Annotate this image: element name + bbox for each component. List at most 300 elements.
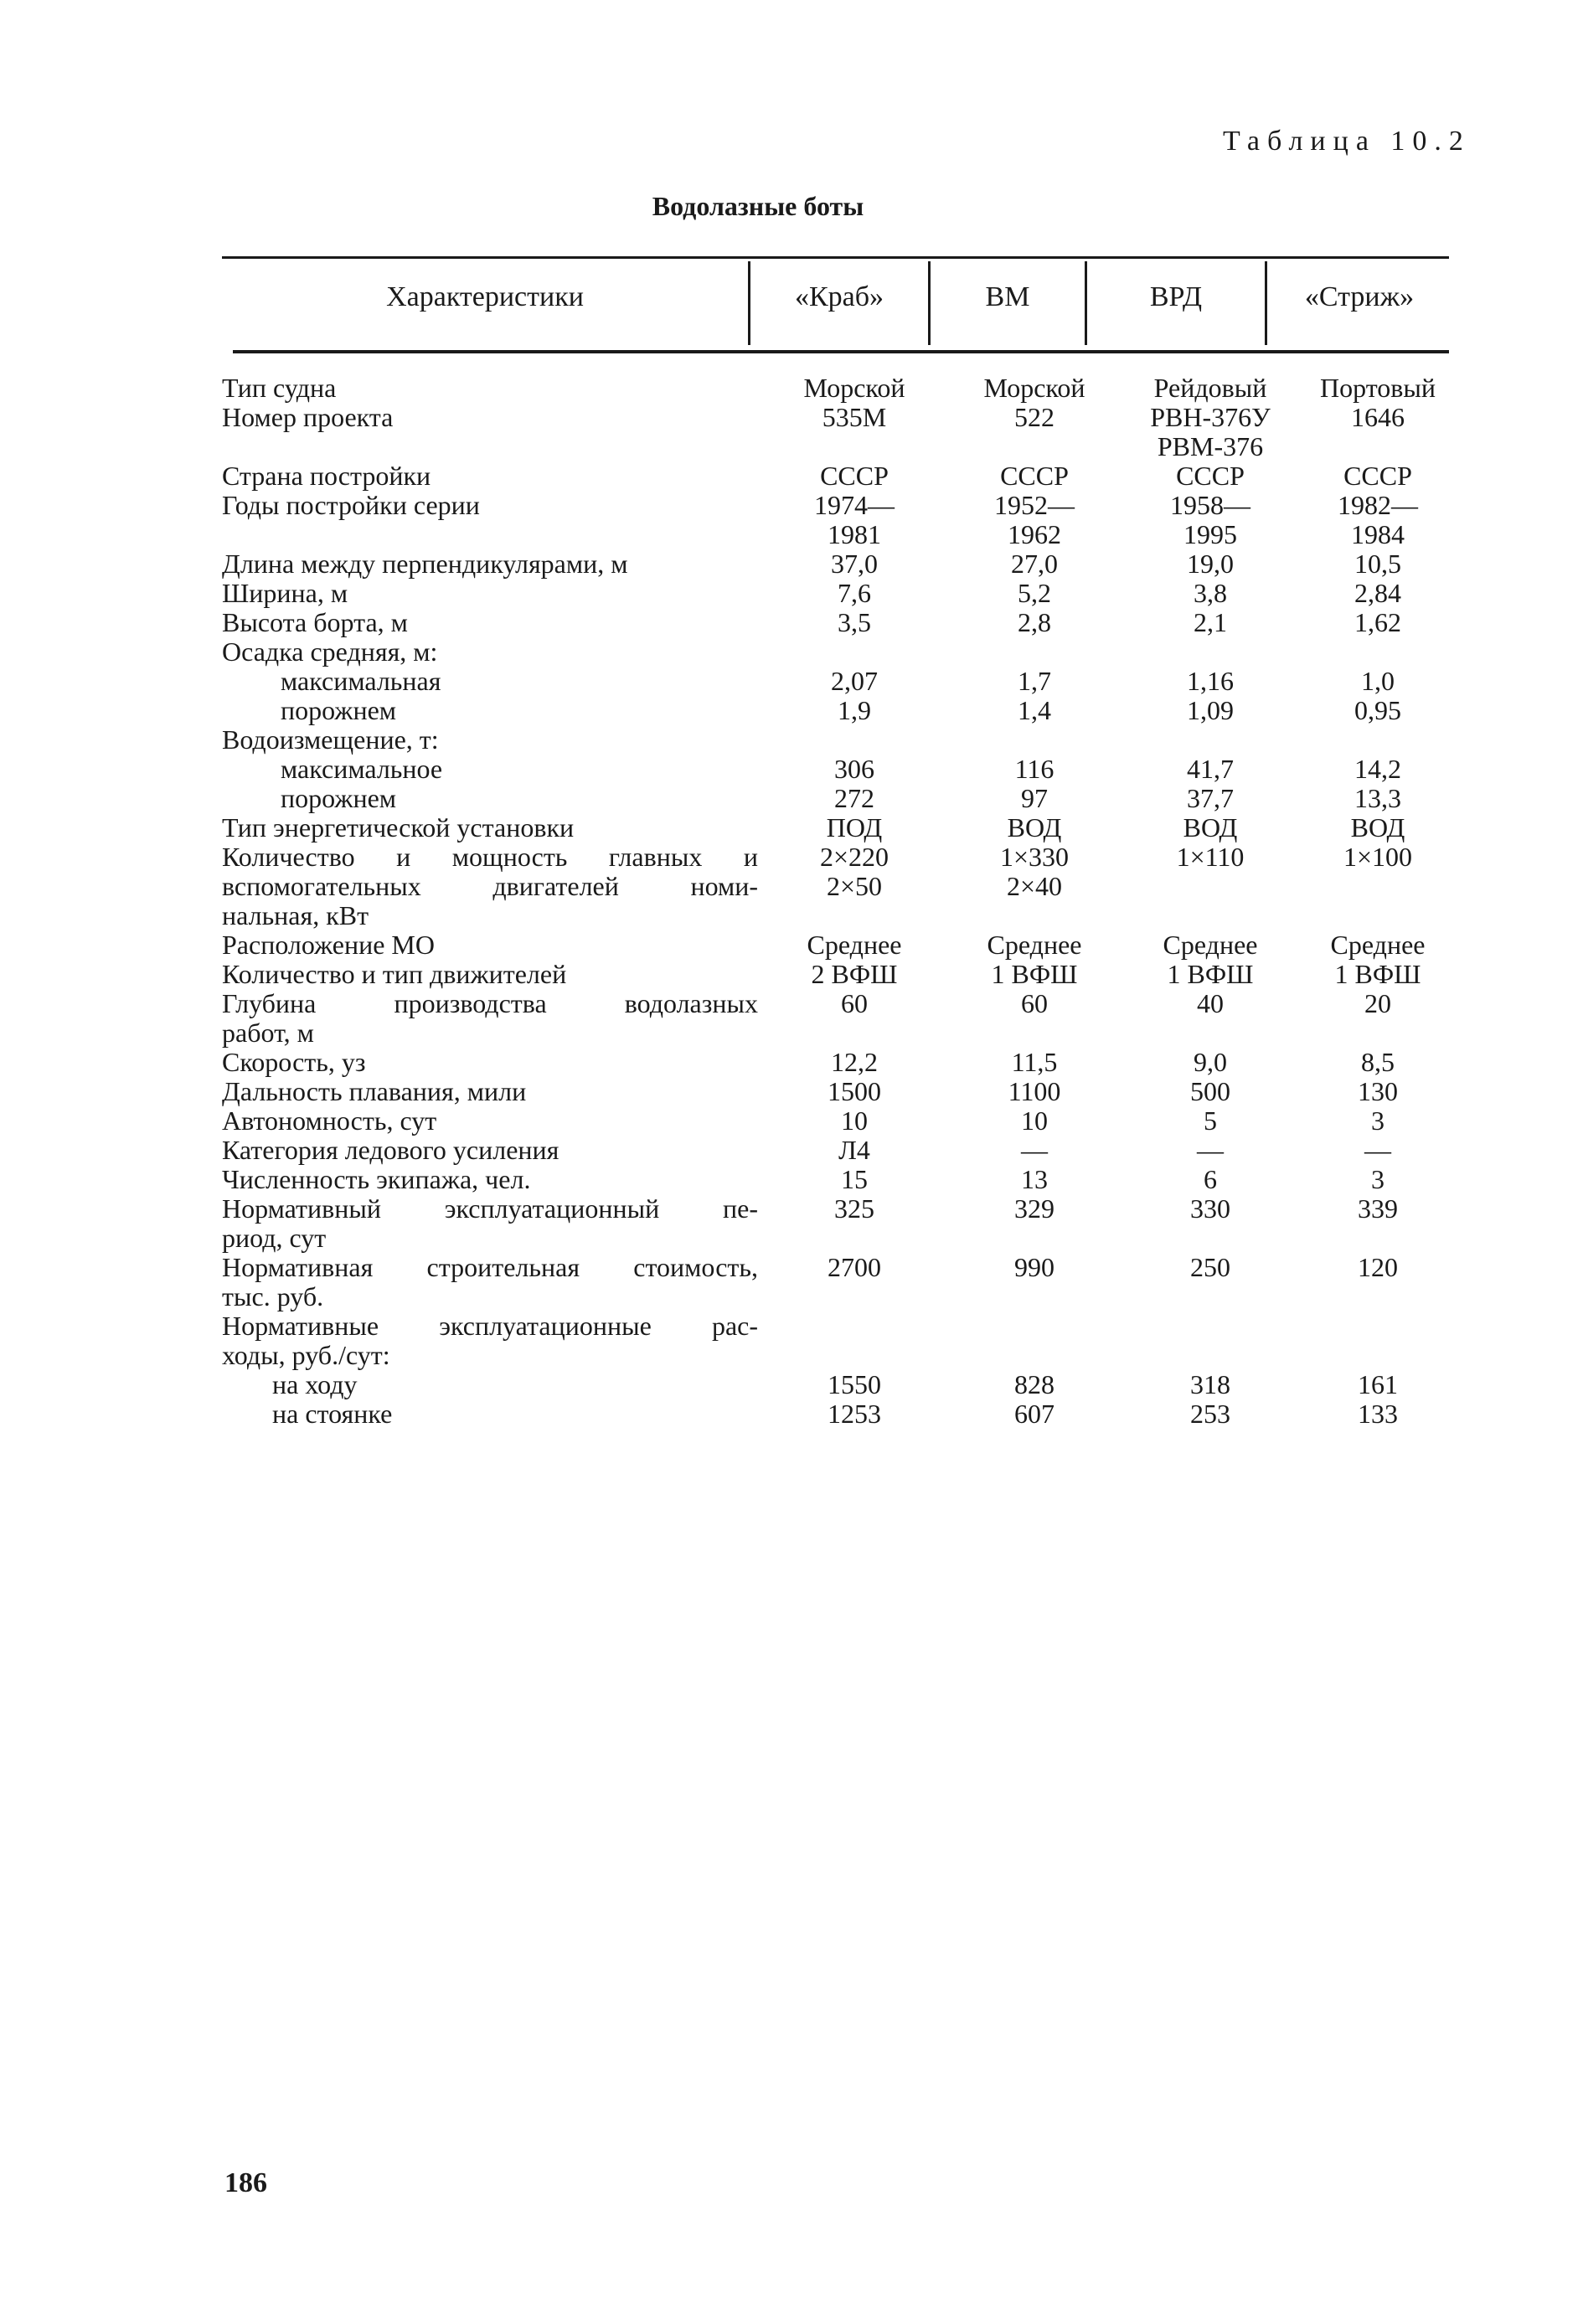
cell-value: 41,7 (1187, 754, 1234, 784)
cell-value: 1982— (1338, 490, 1418, 520)
cell-vm (951, 1136, 1118, 1165)
cell-strizh (1302, 491, 1453, 549)
cell-value: 2×220 (819, 842, 889, 872)
cell-value: 37,0 (831, 549, 878, 579)
cell-value: 990 (1014, 1252, 1054, 1282)
cell-value: 3 (1371, 1105, 1384, 1136)
cell-vm (951, 1370, 1118, 1399)
cell-strizh (1302, 667, 1453, 696)
cell-value: РВН-376У (1150, 402, 1271, 432)
cell-krab (758, 549, 951, 579)
cell-value: 133 (1358, 1399, 1398, 1429)
cell-vm (951, 579, 1118, 608)
row-label-line: Высота борта, м (222, 607, 408, 637)
cell-value: 1,0 (1361, 666, 1395, 696)
table-row (222, 491, 1457, 549)
row-label-line: ходы, руб./сут: (222, 1340, 390, 1370)
cell-value: 2700 (828, 1252, 881, 1282)
cell-strizh (1302, 989, 1453, 1018)
cell-vrd (1118, 1077, 1302, 1106)
cell-value: 120 (1358, 1252, 1398, 1282)
cell-value: 1995 (1183, 519, 1237, 549)
cell-vm (951, 784, 1118, 813)
cell-value: 1,7 (1018, 666, 1051, 696)
row-label-line: Глубина производства водолазных (222, 988, 758, 1018)
cell-vrd (1118, 813, 1302, 843)
row-label (222, 549, 758, 579)
header-vrd: ВРД (1149, 281, 1203, 312)
cell-value: 522 (1014, 402, 1054, 432)
cell-strizh (1302, 608, 1453, 637)
cell-value: 13 (1021, 1164, 1048, 1194)
cell-krab (758, 403, 951, 432)
cell-value: 161 (1358, 1369, 1398, 1399)
cell-vrd (1118, 374, 1302, 403)
cell-krab (758, 491, 951, 549)
cell-vrd (1118, 549, 1302, 579)
row-label-line: максимальная (281, 666, 441, 696)
table-row (222, 667, 1457, 696)
cell-value: 60 (841, 988, 868, 1018)
row-label-line: Расположение МО (222, 930, 435, 960)
cell-krab (758, 1106, 951, 1136)
row-label (222, 608, 758, 637)
cell-value: 37,7 (1187, 783, 1234, 813)
cell-krab (758, 579, 951, 608)
table-number: Таблица 10.2 (1223, 126, 1471, 157)
cell-value: 27,0 (1011, 549, 1058, 579)
cell-value: Среднее (807, 930, 902, 960)
cell-krab (758, 784, 951, 813)
cell-vrd (1118, 930, 1302, 960)
cell-vrd (1118, 667, 1302, 696)
cell-vrd (1118, 1399, 1302, 1429)
cell-value: СССР (1343, 461, 1412, 491)
cell-value: 330 (1190, 1193, 1230, 1224)
cell-krab (758, 1165, 951, 1194)
cell-value: 0,95 (1354, 695, 1401, 725)
cell-vm (951, 989, 1118, 1018)
cell-value: 1,16 (1187, 666, 1234, 696)
cell-krab (758, 667, 951, 696)
cell-krab (758, 374, 951, 403)
cell-value: 1646 (1351, 402, 1405, 432)
row-label (222, 725, 758, 755)
cell-value: 339 (1358, 1193, 1398, 1224)
cell-vm (951, 667, 1118, 696)
cell-vrd (1118, 1370, 1302, 1399)
cell-value: 1,62 (1354, 607, 1401, 637)
cell-vm (951, 461, 1118, 491)
cell-value: Рейдовый (1153, 373, 1267, 403)
row-label (222, 374, 758, 403)
cell-value: 6 (1204, 1164, 1217, 1194)
header-vm: ВМ (985, 281, 1030, 312)
cell-vrd (1118, 461, 1302, 491)
cell-vm (951, 696, 1118, 725)
cell-vrd (1118, 755, 1302, 784)
cell-value: — (1364, 1135, 1391, 1165)
cell-vm (951, 608, 1118, 637)
cell-strizh (1302, 461, 1453, 491)
cell-krab (758, 1399, 951, 1429)
cell-vm (951, 549, 1118, 579)
cell-strizh (1302, 960, 1453, 989)
cell-vrd (1118, 491, 1302, 549)
cell-krab (758, 960, 951, 989)
header-strizh: «Стриж» (1304, 281, 1415, 312)
cell-value: 1 ВФШ (1167, 959, 1254, 989)
cell-value: Л4 (838, 1135, 870, 1165)
row-label-line: Категория ледового усиления (222, 1135, 559, 1165)
table-row (222, 549, 1457, 579)
cell-vm (951, 843, 1118, 901)
cell-value: СССР (820, 461, 889, 491)
table-row (222, 813, 1457, 843)
row-label (222, 1311, 758, 1370)
header-top-rule (222, 256, 1449, 259)
cell-value: 500 (1190, 1076, 1230, 1106)
cell-value: 2 ВФШ (811, 959, 898, 989)
cell-value: 1100 (1008, 1076, 1061, 1106)
row-label-line: Тип энергетической установки (222, 812, 575, 843)
cell-krab (758, 1253, 951, 1282)
cell-value: 1,4 (1018, 695, 1051, 725)
page-number: 186 (224, 2167, 267, 2198)
row-label (222, 696, 758, 725)
cell-value: 1981 (828, 519, 881, 549)
table-row (222, 784, 1457, 813)
cell-value: 1974— (814, 490, 895, 520)
row-label (222, 403, 758, 432)
cell-vrd (1118, 608, 1302, 637)
table-row (222, 843, 1457, 930)
cell-value: 97 (1021, 783, 1048, 813)
row-label-line: вспомогательных двигателей номи- (222, 871, 758, 901)
cell-strizh (1302, 1194, 1453, 1224)
cell-krab (758, 1194, 951, 1224)
cell-value: 1962 (1008, 519, 1061, 549)
cell-strizh (1302, 813, 1453, 843)
cell-strizh (1302, 549, 1453, 579)
cell-krab (758, 608, 951, 637)
cell-vm (951, 1048, 1118, 1077)
cell-strizh (1302, 374, 1453, 403)
row-label (222, 784, 758, 813)
row-label (222, 1136, 758, 1165)
table-row (222, 755, 1457, 784)
cell-krab (758, 843, 951, 901)
cell-krab (758, 930, 951, 960)
table-row (222, 696, 1457, 725)
row-label-line: максимальное (281, 754, 443, 784)
cell-value: 272 (834, 783, 874, 813)
table-title: Водолазные боты (652, 191, 864, 221)
table-row (222, 637, 1457, 667)
cell-krab (758, 813, 951, 843)
cell-vrd (1118, 989, 1302, 1018)
cell-value: ВОД (1183, 812, 1238, 843)
header-bottom-rule (233, 350, 1449, 353)
cell-value: 1 ВФШ (991, 959, 1078, 989)
cell-vm (951, 1165, 1118, 1194)
row-label (222, 843, 758, 930)
cell-strizh (1302, 696, 1453, 725)
cell-value: 1952— (994, 490, 1075, 520)
table-row (222, 1311, 1457, 1370)
cell-value: 250 (1190, 1252, 1230, 1282)
cell-strizh (1302, 1136, 1453, 1165)
row-label-line: порожнем (281, 695, 397, 725)
cell-krab (758, 1048, 951, 1077)
cell-vm (951, 1077, 1118, 1106)
cell-strizh (1302, 843, 1453, 872)
cell-value: 253 (1190, 1399, 1230, 1429)
row-label-line: Нормативные эксплуатационные рас- (222, 1311, 758, 1341)
header-krab: «Краб» (794, 281, 884, 312)
row-label-line: Дальность плавания, мили (222, 1076, 527, 1106)
cell-value: 329 (1014, 1193, 1054, 1224)
table-row (222, 374, 1457, 403)
table-row (222, 989, 1457, 1048)
cell-value: Портовый (1320, 373, 1436, 403)
cell-value: 130 (1358, 1076, 1398, 1106)
row-label-line: работ, м (222, 1018, 314, 1048)
cell-value: 306 (834, 754, 874, 784)
row-label (222, 1077, 758, 1106)
cell-value: 10,5 (1354, 549, 1401, 579)
cell-vrd (1118, 1165, 1302, 1194)
row-label-line: на ходу (272, 1369, 358, 1399)
cell-value: Среднее (1163, 930, 1258, 960)
cell-value: 1×110 (1176, 842, 1245, 872)
cell-krab (758, 696, 951, 725)
row-label-line: Количество и тип движителей (222, 959, 567, 989)
cell-value: 3,5 (838, 607, 871, 637)
cell-strizh (1302, 1370, 1453, 1399)
cell-value: 1,9 (838, 695, 871, 725)
cell-krab (758, 1077, 951, 1106)
row-label (222, 1194, 758, 1253)
cell-vm (951, 755, 1118, 784)
cell-value: 535М (822, 402, 887, 432)
table-row (222, 461, 1457, 491)
cell-vm (951, 403, 1118, 432)
row-label-line: Номер проекта (222, 402, 394, 432)
row-label-line: Количество и мощность главных и (222, 842, 758, 872)
row-label-line: Численность экипажа, чел. (222, 1164, 531, 1194)
row-label-line: Ширина, м (222, 578, 348, 608)
cell-krab (758, 1136, 951, 1165)
row-label (222, 930, 758, 960)
cell-vrd (1118, 403, 1302, 461)
cell-value: РВМ-376 (1157, 431, 1264, 461)
cell-value: 607 (1014, 1399, 1054, 1429)
cell-value: 14,2 (1354, 754, 1401, 784)
cell-value: 15 (841, 1164, 868, 1194)
cell-value: 1958— (1170, 490, 1250, 520)
cell-vrd (1118, 1048, 1302, 1077)
table-row (222, 1048, 1457, 1077)
row-label-line: Осадка средняя, м: (222, 636, 438, 667)
cell-value: 19,0 (1187, 549, 1234, 579)
cell-value: 10 (841, 1105, 868, 1136)
cell-value: Среднее (1330, 930, 1426, 960)
cell-value: 5,2 (1018, 578, 1051, 608)
row-label (222, 989, 758, 1048)
cell-vrd (1118, 579, 1302, 608)
cell-value: Морской (803, 373, 905, 403)
cell-krab (758, 461, 951, 491)
cell-value: 5 (1204, 1105, 1217, 1136)
cell-value: 1984 (1351, 519, 1405, 549)
cell-vrd (1118, 1106, 1302, 1136)
cell-strizh (1302, 784, 1453, 813)
cell-strizh (1302, 930, 1453, 960)
cell-vm (951, 1194, 1118, 1224)
cell-value: Морской (983, 373, 1085, 403)
cell-value: 11,5 (1011, 1047, 1058, 1077)
cell-strizh (1302, 579, 1453, 608)
cell-vm (951, 960, 1118, 989)
row-label-line: Длина между перпендикулярами, м (222, 549, 628, 579)
cell-vrd (1118, 784, 1302, 813)
row-label (222, 579, 758, 608)
cell-strizh (1302, 1253, 1453, 1282)
cell-strizh (1302, 755, 1453, 784)
cell-value: 828 (1014, 1369, 1054, 1399)
table-row (222, 403, 1457, 461)
cell-value: 1×100 (1343, 842, 1413, 872)
cell-value: 2×40 (1006, 871, 1063, 901)
cell-value: ПОД (826, 812, 883, 843)
cell-value: 2,07 (831, 666, 878, 696)
row-label-line: Страна постройки (222, 461, 431, 491)
cell-value: 1550 (828, 1369, 881, 1399)
cell-value: Среднее (987, 930, 1082, 960)
cell-strizh (1302, 1165, 1453, 1194)
cell-strizh (1302, 1048, 1453, 1077)
table-row (222, 1253, 1457, 1311)
cell-value: 10 (1021, 1105, 1048, 1136)
cell-value: 12,2 (831, 1047, 878, 1077)
cell-vrd (1118, 1253, 1302, 1282)
table-row (222, 608, 1457, 637)
cell-vm (951, 1399, 1118, 1429)
row-label (222, 637, 758, 667)
cell-value: 7,6 (838, 578, 871, 608)
cell-value: 13,3 (1354, 783, 1401, 813)
row-label-line: Автономность, сут (222, 1105, 437, 1136)
table-row (222, 1165, 1457, 1194)
cell-value: 2,1 (1194, 607, 1227, 637)
table-body (222, 374, 1457, 1429)
cell-krab (758, 989, 951, 1018)
cell-krab (758, 1370, 951, 1399)
cell-vm (951, 1253, 1118, 1282)
cell-value: СССР (1000, 461, 1069, 491)
cell-vrd (1118, 1136, 1302, 1165)
row-label-line: Нормативная строительная стоимость, (222, 1252, 758, 1282)
cell-value: 2,84 (1354, 578, 1401, 608)
cell-vrd (1118, 1194, 1302, 1224)
row-label-line: порожнем (281, 783, 397, 813)
cell-strizh (1302, 1399, 1453, 1429)
cell-value: 20 (1364, 988, 1391, 1018)
row-label (222, 1165, 758, 1194)
row-label-line: на стоянке (272, 1399, 393, 1429)
row-label (222, 491, 758, 520)
row-label (222, 667, 758, 696)
cell-value: 325 (834, 1193, 874, 1224)
row-label-line: Тип судна (222, 373, 337, 403)
cell-strizh (1302, 1077, 1453, 1106)
cell-value: 8,5 (1361, 1047, 1395, 1077)
cell-value: 318 (1190, 1369, 1230, 1399)
row-label (222, 813, 758, 843)
cell-vm (951, 813, 1118, 843)
cell-strizh (1302, 1106, 1453, 1136)
cell-value: 1500 (828, 1076, 881, 1106)
row-label (222, 755, 758, 784)
cell-value: 1 ВФШ (1334, 959, 1421, 989)
cell-value: 1×330 (999, 842, 1070, 872)
table-row (222, 1370, 1457, 1399)
row-label-line: Водоизмещение, т: (222, 724, 439, 755)
row-label (222, 461, 758, 491)
row-label (222, 1048, 758, 1077)
table-row (222, 1106, 1457, 1136)
cell-vm (951, 930, 1118, 960)
cell-value: — (1197, 1135, 1224, 1165)
table-row (222, 1077, 1457, 1106)
cell-value: 3 (1371, 1164, 1384, 1194)
cell-value: 40 (1197, 988, 1224, 1018)
row-label-line: нальная, кВт (222, 900, 369, 930)
row-label (222, 1253, 758, 1311)
header-characteristics: Характеристики (386, 281, 584, 312)
cell-vrd (1118, 696, 1302, 725)
cell-value: 60 (1021, 988, 1048, 1018)
row-label (222, 1370, 758, 1399)
cell-vm (951, 491, 1118, 549)
cell-value: ВОД (1350, 812, 1405, 843)
cell-value: 2,8 (1018, 607, 1051, 637)
table-row (222, 725, 1457, 755)
cell-value: 9,0 (1194, 1047, 1227, 1077)
table-row (222, 579, 1457, 608)
cell-value: 2×50 (826, 871, 883, 901)
row-label-line: Годы постройки серии (222, 490, 480, 520)
cell-strizh (1302, 403, 1453, 432)
row-label (222, 1106, 758, 1136)
cell-krab (758, 755, 951, 784)
row-label-line: Нормативный эксплуатационный пе- (222, 1193, 758, 1224)
cell-value: 3,8 (1194, 578, 1227, 608)
row-label (222, 1399, 758, 1429)
table-row (222, 1194, 1457, 1253)
cell-value: 116 (1014, 754, 1054, 784)
cell-value: — (1021, 1135, 1048, 1165)
cell-value: СССР (1176, 461, 1245, 491)
table-row (222, 930, 1457, 960)
cell-value: ВОД (1007, 812, 1062, 843)
row-label-line: Скорость, уз (222, 1047, 366, 1077)
table-row (222, 960, 1457, 989)
cell-vm (951, 1106, 1118, 1136)
cell-vm (951, 374, 1118, 403)
row-label (222, 960, 758, 989)
